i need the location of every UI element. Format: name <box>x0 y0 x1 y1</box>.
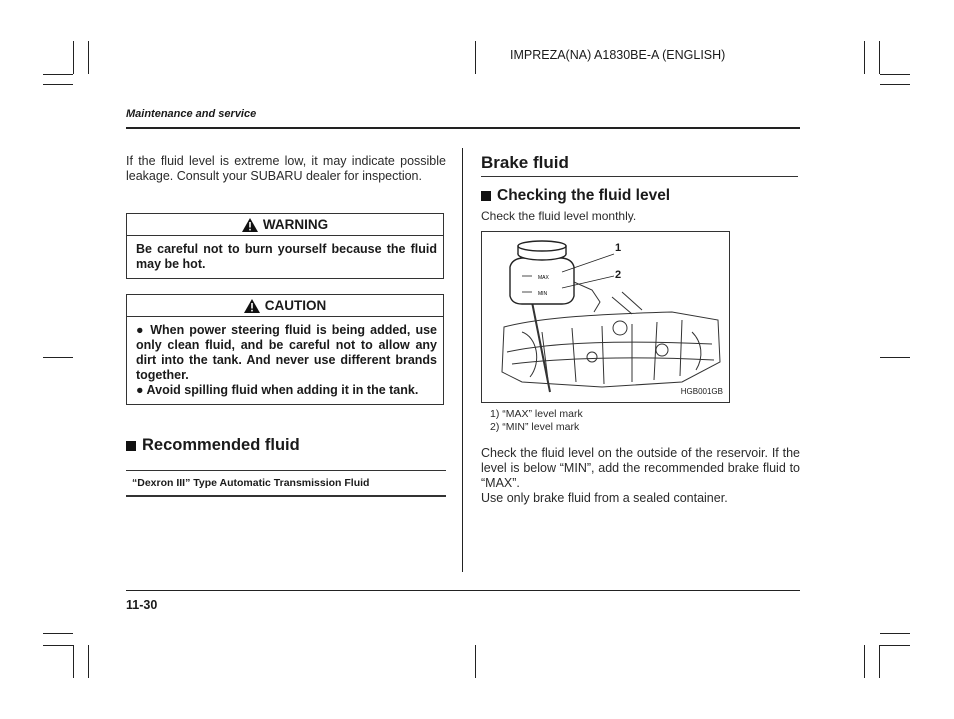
brake-fluid-title: Brake fluid <box>481 153 569 172</box>
instruction-text: Check the fluid level monthly. <box>481 209 637 223</box>
legend-item: 2) “MIN” level mark <box>490 421 580 433</box>
reservoir-figure <box>481 231 730 403</box>
engine-bay-illustration <box>482 232 729 402</box>
title-rule <box>481 176 798 177</box>
heading-square-icon <box>126 441 136 451</box>
page-number: 11-30 <box>126 598 158 612</box>
body-paragraph: Check the fluid level on the outside of the reservoir. If the level is below “MIN”, add the recommended brake fluid to “MAX”. <box>481 446 800 490</box>
document-code: IMPREZA(NA) A1830BE-A (ENGLISH) <box>510 48 726 62</box>
caution-body <box>127 317 443 404</box>
header-rule <box>126 127 800 129</box>
caution-box <box>126 294 444 405</box>
legend-item: 1) “MAX” level mark <box>490 408 583 420</box>
recommended-fluid-heading <box>126 436 300 455</box>
body-paragraph: Use only brake fluid from a sealed container. <box>481 491 728 505</box>
section-title: Maintenance and service <box>126 108 257 120</box>
callout-1: 1 <box>615 242 622 254</box>
recommended-fluid-box: “Dexron III” Type Automatic Transmission Fluid <box>126 470 446 497</box>
warning-header <box>127 214 443 236</box>
max-mark-label: MAX <box>538 275 549 281</box>
figure-code: HGB001GB <box>680 387 723 396</box>
figure-legend <box>490 408 583 434</box>
warning-body: Be careful not to burn yourself because the fluid may be hot. <box>136 242 437 271</box>
callout-2: 2 <box>615 269 622 281</box>
caution-item: ● When power steering fluid is being added, use only clean fluid, and be careful not to allow any dirt into the tank. And never use different brands together. <box>136 323 437 382</box>
column-divider <box>462 148 463 572</box>
heading-square-icon <box>481 191 491 201</box>
warning-box <box>126 213 444 279</box>
checking-level-heading <box>481 187 670 205</box>
caution-item: ● Avoid spilling fluid when adding it in the tank. <box>136 383 419 397</box>
footer-rule <box>126 590 800 591</box>
min-mark-label: MIN <box>538 291 548 297</box>
caution-title: CAUTION <box>264 298 327 313</box>
warning-title: WARNING <box>262 217 329 232</box>
intro-paragraph: If the fluid level is extreme low, it may indicate possible leakage. Consult your SUBARU dealer for inspection. <box>126 154 446 183</box>
checking-level-heading-text: Checking the fluid level <box>497 187 671 204</box>
recommended-fluid-heading-text: Recommended fluid <box>142 436 300 454</box>
caution-header <box>127 295 443 317</box>
brake-fluid-body <box>481 446 800 506</box>
caution-triangle-icon <box>244 299 260 313</box>
warning-triangle-icon <box>242 218 258 232</box>
